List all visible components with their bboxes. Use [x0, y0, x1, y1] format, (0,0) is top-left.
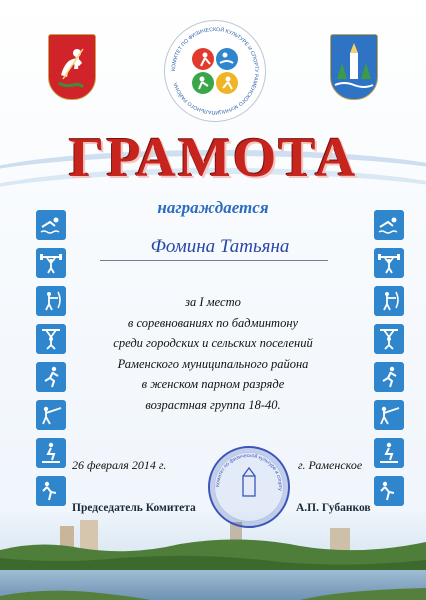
seal-ring-text: Комитет по физической культуре и спорту — [214, 452, 284, 491]
diver-icon — [36, 476, 66, 506]
committee-ring-text: КОМИТЕТ ПО ФИЗИЧЕСКОЙ КУЛЬТУРЕ И СПОРТУ РАМЕНСКОГО МУНИЦИПАЛЬНОГО РАЙОНА — [170, 26, 260, 116]
award-line: Раменского муниципального района — [117, 356, 309, 371]
award-line: возрастная группа 18-40. — [145, 397, 281, 412]
fencer-icon — [374, 400, 404, 430]
award-city: г. Раменское — [298, 458, 363, 472]
award-description — [80, 292, 346, 415]
seal-icon — [210, 448, 288, 526]
committee-logo — [164, 20, 266, 122]
ramenskoe-emblem — [330, 34, 378, 100]
archer-icon — [374, 286, 404, 316]
archer-icon — [36, 286, 66, 316]
church-icon — [331, 35, 377, 99]
runner-icon — [36, 362, 66, 392]
awarded-label: награждается — [157, 198, 269, 217]
award-line: в женском парном разряде — [141, 377, 285, 391]
recipient-underline — [100, 260, 328, 261]
runner-icon — [374, 362, 404, 392]
gymnast-icon — [374, 324, 404, 354]
award-date: 26 февраля 2014 г. — [72, 458, 167, 472]
st-george-icon — [49, 35, 95, 99]
skier-icon — [36, 438, 66, 468]
fencer-icon — [36, 400, 66, 430]
weightlifter-icon — [374, 248, 404, 278]
certificate-title: ГРАМОТА — [68, 127, 358, 189]
recipient-name: Фомина Татьяна — [150, 236, 290, 257]
moscow-region-emblem — [48, 34, 96, 100]
award-line: в соревнованиях по бадминтону — [127, 315, 299, 330]
official-seal — [208, 446, 290, 528]
sport-icons-left — [36, 210, 68, 514]
svg-text:КОМИТЕТ ПО ФИЗИЧЕСКОЙ КУЛЬТУРЕ — [171, 25, 259, 115]
swimmer-icon — [374, 210, 404, 240]
sport-icons-right — [374, 210, 406, 514]
weightlifter-icon — [36, 248, 66, 278]
award-line: среди городских и сельских поселений — [113, 336, 313, 350]
swimmer-icon — [36, 210, 66, 240]
award-line: за I место — [185, 295, 241, 309]
diver-icon — [374, 476, 404, 506]
signer-name: А.П. Губанков — [296, 502, 371, 514]
skier-icon — [374, 438, 404, 468]
chair-title: Председатель Комитета — [72, 502, 196, 514]
gymnast-icon — [36, 324, 66, 354]
sports-committee-icon — [165, 21, 265, 121]
